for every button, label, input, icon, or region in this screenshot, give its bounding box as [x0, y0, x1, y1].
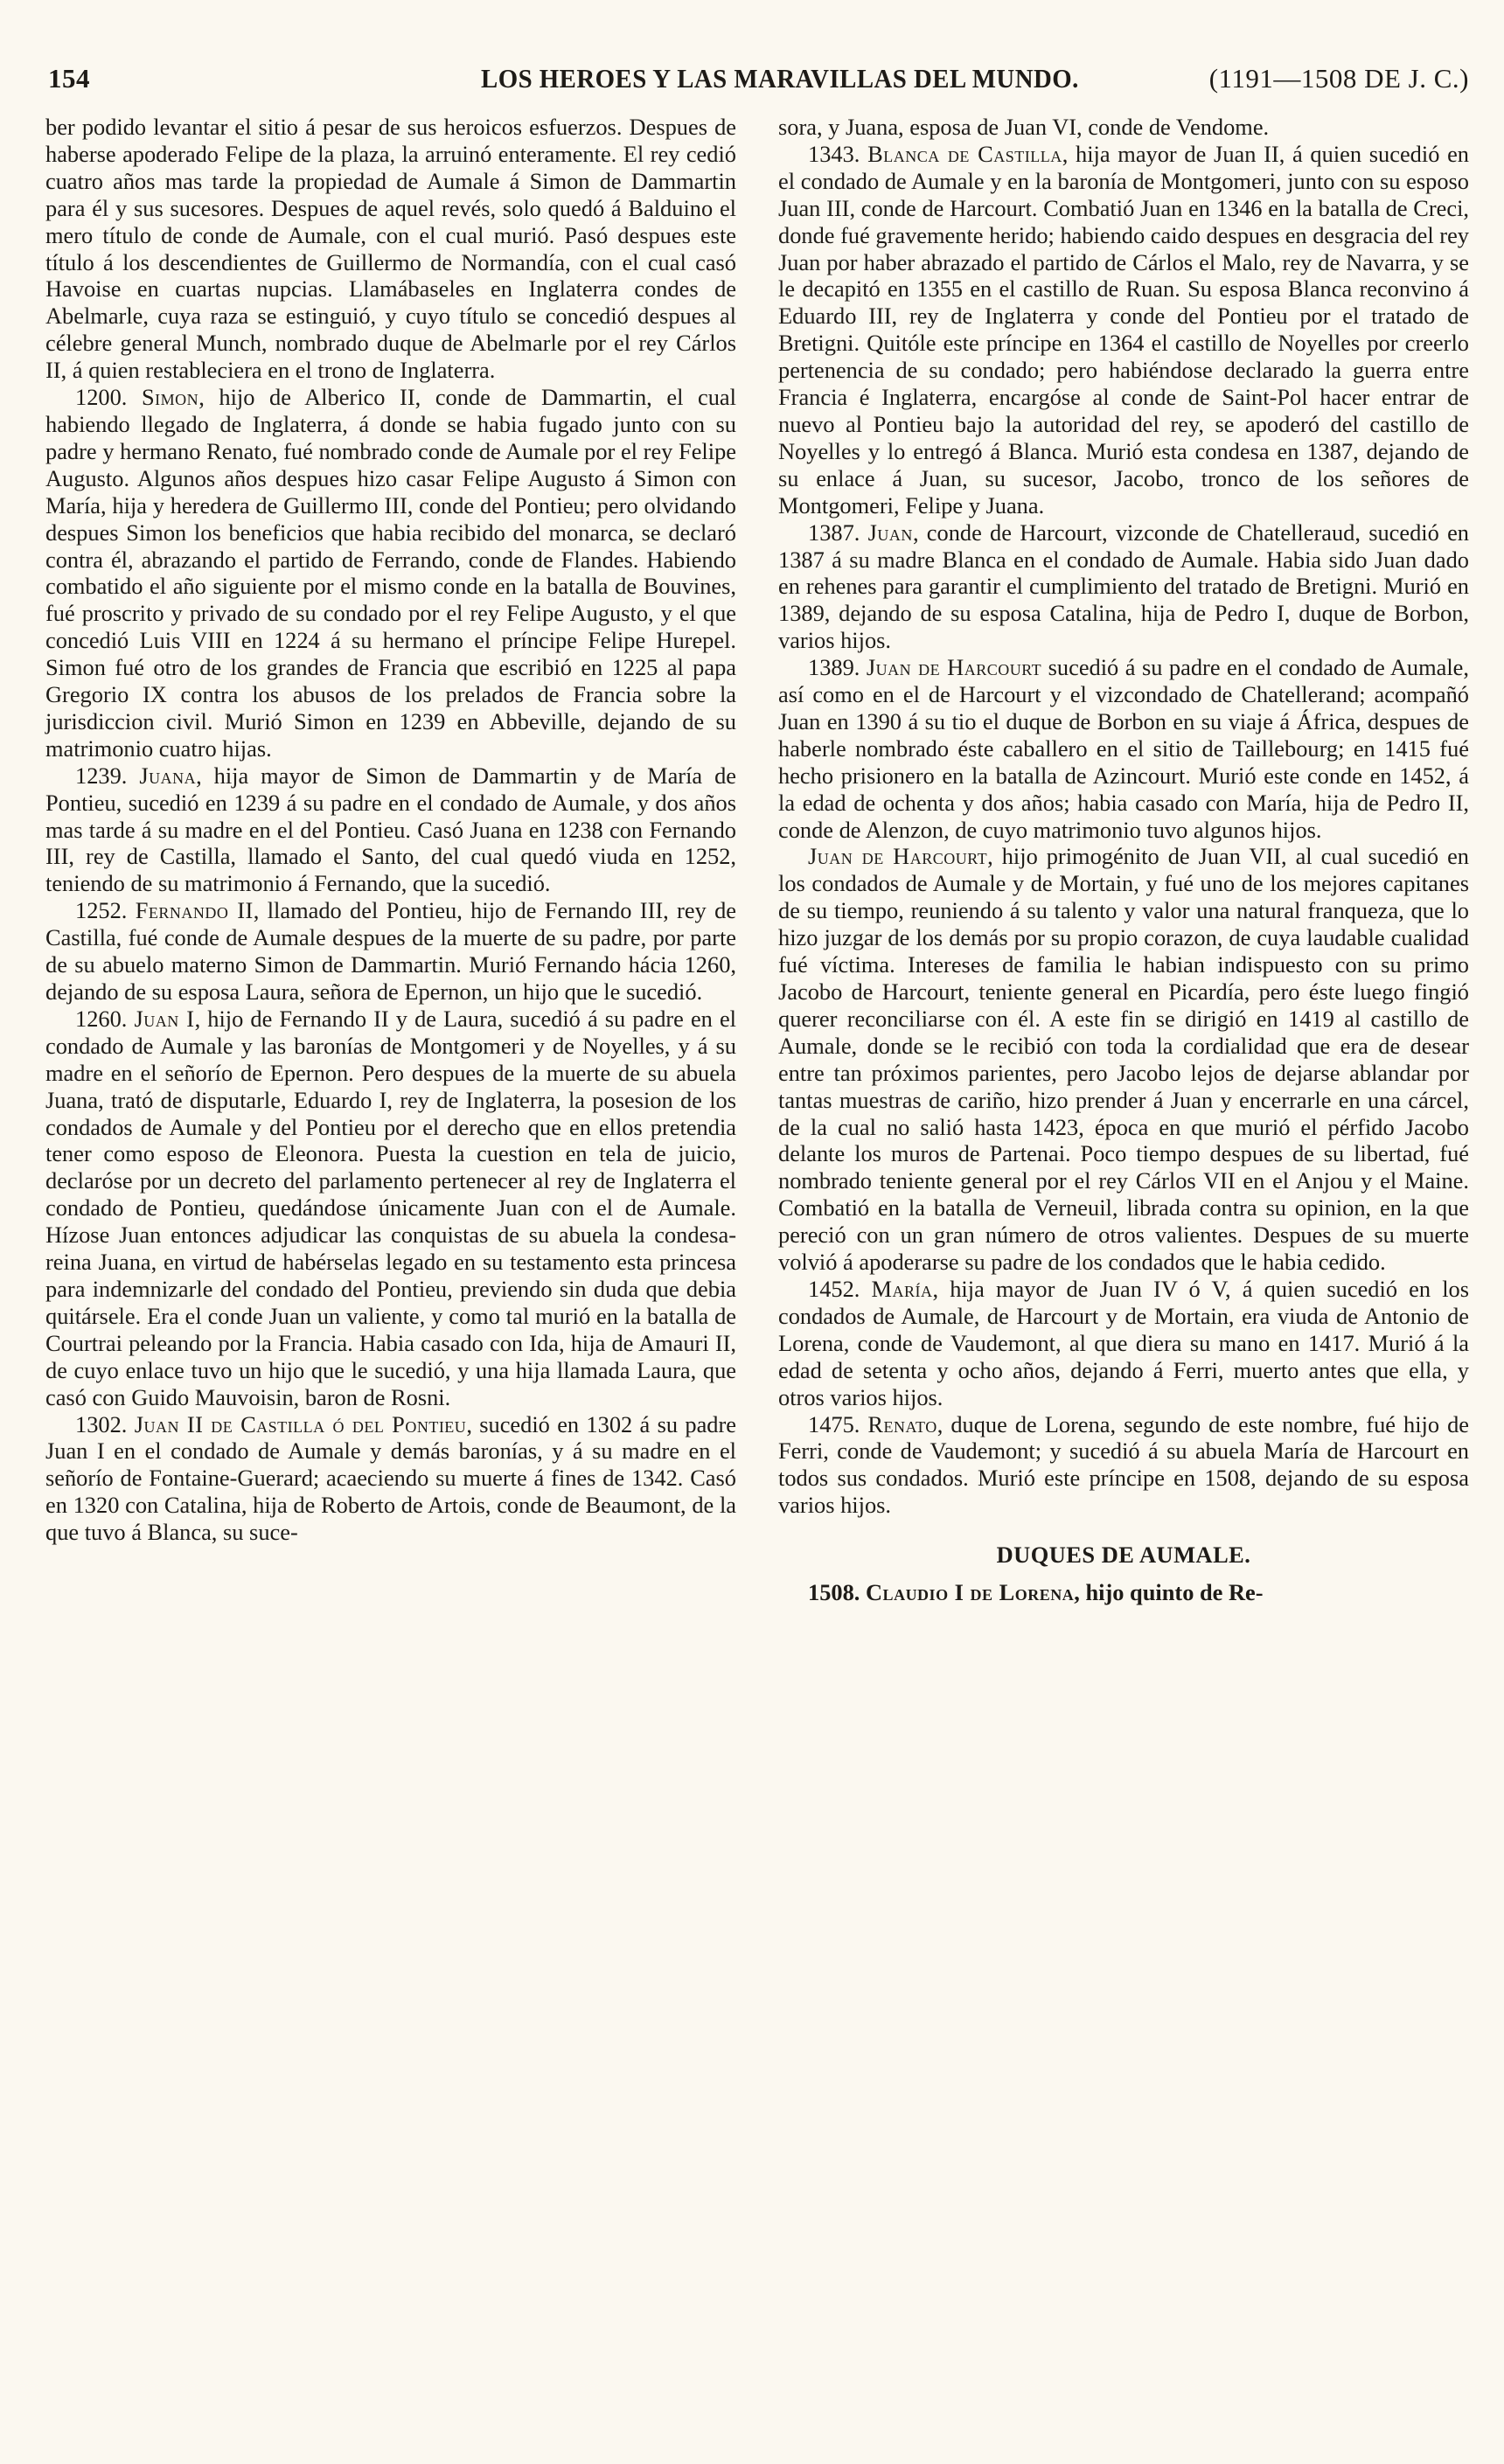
- entry-text: , conde de Harcourt, vizconde de Chatelleraud, sucedió en 1387 á su madre Blanca en el condado de Aumale. Habia sido Juan dado en rehenes para garantir el cumplimiento del tratado de Bretigni. Murió en 1389, dejando de su esposa Catalina, hija de Pedro I, duque de Borbon, varios hijos.: [778, 519, 1469, 654]
- entry-name: Juan de Harcourt: [866, 654, 1042, 681]
- entry-text: sucedió á su padre en el condado de Aumale, así como en el de Harcourt y el vizcondado de Chatellerand; acompañó Juan en 1390 á su tio el duque de Borbon en su viaje á África, despues de haberle nombrado éste caballero en el sitio de Taillebourg; en 1415 fué hecho prisionero en la batalla de Azincourt. Murió este conde en 1452, á la edad de ochenta y dos años; habia casado con María, hija de Pedro II, conde de Alenzon, de cuyo matrimonio tuvo algunos hijos.: [778, 654, 1469, 843]
- entry-year: 1200.: [75, 384, 128, 411]
- entry-name: Juan I: [134, 1005, 195, 1032]
- entry-paragraph: [45, 1411, 736, 1547]
- entry-paragraph: [45, 1006, 736, 1411]
- entry-text: , hijo primogénito de Juan VII, al cual sucedió en los condados de Aumale y de Mortain, y fué uno de los mejores capitanes de su tiempo, reuniendo á su talento y valor una natural franqueza, que lo hizo juzgar de los demás por su propio corazon, de cuya laudable cualidad fué víctima. Intereses de familia le habian indispuesto con su primo Jacobo de Harcourt, teniente general en Picardía, pero éste luego fingió querer reconciliarse con él. A este fin se dirigió en 1419 al castillo de Aumale, donde se le recibió con toda la cordialidad que era de desear entre tan próximos parientes, pero Jacobo lejos de dejarse ablandar por tantas muestras de cariño, hizo prender á Juan y encerrarle en una cárcel, de la cual no salió hasta 1423, época en que murió el pérfido Jacobo delante los muros de Partenai. Poco tiempo despues de su libertad, fué nombrado teniente general por el rey Cárlos VII en el Anjou y el Maine. Combatió en la batalla de Verneuil, librada contra su opinion, en la que pereció con un gran número de otros valientes. Despues de su muerte volvió á apoderarse su padre de los condados que le habia cedido.: [778, 843, 1469, 1276]
- left-column: [45, 114, 736, 1546]
- final-entry: [778, 1579, 1469, 1606]
- entry-paragraph: [778, 1411, 1469, 1520]
- entry-name: Simon: [142, 384, 199, 411]
- entry-text: , hijo de Fernando II y de Laura, sucedió á su padre en el condado de Aumale y las baronías de Montgomeri y de Noyelles, y á su madre en el señorío de Epernon. Pero despues de la muerte de su abuela Juana, trató de disputarle, Eduardo I, rey de Inglaterra, la posesion de los condados de Aumale y del Pontieu por el derecho que en ellos pretendia tener como esposo de Eleonora. Puesta la cuestion en tela de juicio, declaróse por un decreto del parlamento pertenecer al rey de Inglaterra el condado de Pontieu, quedándose únicamente Juan con el de Aumale. Hízose Juan entonces adjudicar las conquistas de su abuela la condesa-reina Juana, en virtud de habérselas legado en su testamento esta princesa para indemnizarle del condado del Pontieu, previendo sin duda que debia quitársele. Era el conde Juan un valiente, y como tal murió en la batalla de Courtrai peleando por la Francia. Habia casado con Ida, hija de Amauri II, de cuyo enlace tuvo un hijo que le sucedió, y una hija llamada Laura, que casó con Guido Mauvoisin, baron de Rosni.: [45, 1005, 736, 1410]
- entry-text: , hijo de Alberico II, conde de Dammartin, el cual habiendo llegado de Inglaterra, á donde se habia fugado junto con su padre y hermano Renato, fué nombrado conde de Aumale por el rey Felipe Augusto. Algunos años despues hizo casar Felipe Augusto á Simon con María, hija y heredera de Guillermo III, conde del Pontieu; pero olvidando despues Simon los beneficios que habia recibido del monarca, se declaró contra él, abrazando el partido de Ferrando, conde de Flandes. Habiendo combatido el año siguiente por el mismo conde en la batalla de Bouvines, fué proscrito y privado de su condado por el rey Felipe Augusto, y el que concedió Luis VIII en 1224 á su hermano el príncipe Felipe Hurepel. Simon fué otro de los grandes de Francia que escribió en 1225 al papa Gregorio IX contra los abusos de los prelados de Francia sobre la jurisdiccion civil. Murió Simon en 1239 en Abbeville, dejando de su matrimonio cuatro hijas.: [45, 384, 736, 762]
- entry-year: 1387.: [808, 519, 860, 546]
- entry-paragraph: [45, 384, 736, 762]
- entry-year: 1343.: [808, 140, 860, 167]
- entry-year: 1508.: [808, 1579, 860, 1606]
- right-column: [778, 114, 1469, 1606]
- entry-year: 1252.: [75, 897, 128, 924]
- entry-paragraph: [45, 114, 736, 384]
- entry-paragraph: [778, 843, 1469, 1276]
- entry-year: 1475.: [808, 1410, 860, 1437]
- entry-text: sora, y Juana, esposa de Juan VI, conde de Vendome.: [778, 114, 1270, 140]
- entry-name: Claudio I de Lorena: [866, 1579, 1075, 1606]
- entry-text: , sucedió en 1302 á su padre Juan I en el condado de Aumale y demás baronías, y á su madre en el señorío de Fontaine-Guerard; acaeciendo su muerte á fines de 1342. Casó en 1320 con Catalina, hija de Roberto de Artois, conde de Beaumont, de la que tuvo á Blanca, su suce-: [45, 1410, 736, 1546]
- entry-name: Renato: [867, 1410, 937, 1437]
- entry-text: ber podido levantar el sitio á pesar de sus heroicos esfuerzos. Despues de haberse apoderado Felipe de la plaza, la arruinó enteramente. El rey cedió cuatro años mas tarde la propiedad de Aumale á Simon de Dammartin para él y sus sucesores. Despues de aquel revés, solo quedó á Balduino el mero título de conde de Aumale, con el cual murió. Pasó despues este título á los descendientes de Guillermo de Normandía, con el cual casó Havoise en cuartas nupcias. Llamábaseles en Inglaterra condes de Abelmarle, cuya raza se estinguió, y cuyo título se concedió despues al célebre general Munch, nombrado duque de Abelmarle por el rey Cárlos II, á quien restableciera en el trono de Inglaterra.: [45, 114, 736, 384]
- entry-paragraph: [778, 654, 1469, 843]
- entry-year: 1389.: [808, 654, 860, 681]
- entry-text: , duque de Lorena, segundo de este nombre, fué hijo de Ferri, conde de Vaudemont; y sucedió á su abuela María de Harcourt en todos sus condados. Murió este príncipe en 1508, dejando de su esposa varios hijos.: [778, 1410, 1469, 1519]
- entry-paragraph: [778, 114, 1469, 141]
- right-column-entries: [778, 114, 1469, 1519]
- entry-name: Blanca de Castilla: [867, 140, 1062, 167]
- entry-name: Juan: [867, 519, 913, 546]
- entry-name: Juan de Harcourt: [808, 843, 988, 870]
- entry-text: , hijo quinto de Re-: [1074, 1579, 1264, 1606]
- entry-paragraph: [778, 519, 1469, 655]
- entry-name: Fernando II: [135, 897, 254, 924]
- entry-text: , hija mayor de Juan IV ó V, á quien sucedió en los condados de Aumale, de Harcourt y de Mortain, era viuda de Antonio de Lorena, conde de Vaudemont, al que diera su mano en 1417. Murió á la edad de setenta y ocho años, dejando á Ferri, muerto antes que ella, y otros varios hijos.: [778, 1275, 1469, 1410]
- section-heading: DUQUES DE AUMALE.: [996, 1542, 1251, 1569]
- entry-text: , llamado del Pontieu, hijo de Fernando III, rey de Castilla, fué conde de Aumale despues de la muerte de su padre, por parte de su abuelo materno Simon de Dammartin. Murió Fernando hácia 1260, dejando de su esposa Laura, señora de Epernon, un hijo que le sucedió.: [45, 897, 736, 1005]
- entry-name: María: [871, 1275, 933, 1302]
- entry-paragraph: [778, 1276, 1469, 1411]
- entry-year: 1302.: [75, 1410, 128, 1437]
- entry-paragraph: [45, 762, 736, 898]
- entry-year: 1260.: [75, 1005, 128, 1032]
- date-range: (1191—1508 DE J. C.): [1208, 63, 1469, 94]
- entry-text: , hija mayor de Juan II, á quien sucedió en el condado de Aumale y en la baronía de Montgomeri, junto con su esposo Juan III, conde de Harcourt. Combatió Juan en 1346 en la batalla de Creci, donde fué gravemente herido; habiendo caido despues en desgracia del rey Juan por haber abrazado el partido de Cárlos el Malo, rey de Navarra, y se le decapitó en 1355 en el castillo de Ruan. Su esposa Blanca reconvino á Eduardo III, rey de Inglaterra y conde del Pontieu por el tratado de Bretigni. Quitóle este príncipe en 1364 el castillo de Noyelles por creerlo pertenencia de su condado; pero habiéndose declarado la guerra entre Francia é Inglaterra, encargóse al conde de Saint-Pol hacer entrar de nuevo al Pontieu bajo la autoridad del rey, se apoderó del castillo de Noyelles y lo entregó á Blanca. Murió esta condesa en 1387, dejando de su enlace á Juan, su sucesor, Jacobo, tronco de los señores de Montgomeri, Felipe y Juana.: [778, 140, 1469, 519]
- entry-name: Juan II de Castilla ó del Pontieu: [134, 1410, 467, 1437]
- entry-text: , hija mayor de Simon de Dammartin y de María de Pontieu, sucedió en 1239 á su padre en el condado de Aumale, y dos años mas tarde á su madre en el del Pontieu. Casó Juana en 1238 con Fernando III, rey de Castilla, llamado el Santo, del cual quedó viuda en 1252, teniendo de su matrimonio á Fernando, que la sucedió.: [45, 762, 736, 897]
- running-title: LOS HEROES Y LAS MARAVILLAS DEL MUNDO.: [481, 63, 1079, 94]
- entry-year: 1239.: [75, 762, 128, 789]
- entry-paragraph: [778, 141, 1469, 519]
- page-header: [48, 63, 1469, 108]
- entry-paragraph: [45, 897, 736, 1006]
- page-number: 154: [48, 63, 90, 94]
- entry-name: Juana: [139, 762, 197, 789]
- entry-year: 1452.: [808, 1275, 860, 1302]
